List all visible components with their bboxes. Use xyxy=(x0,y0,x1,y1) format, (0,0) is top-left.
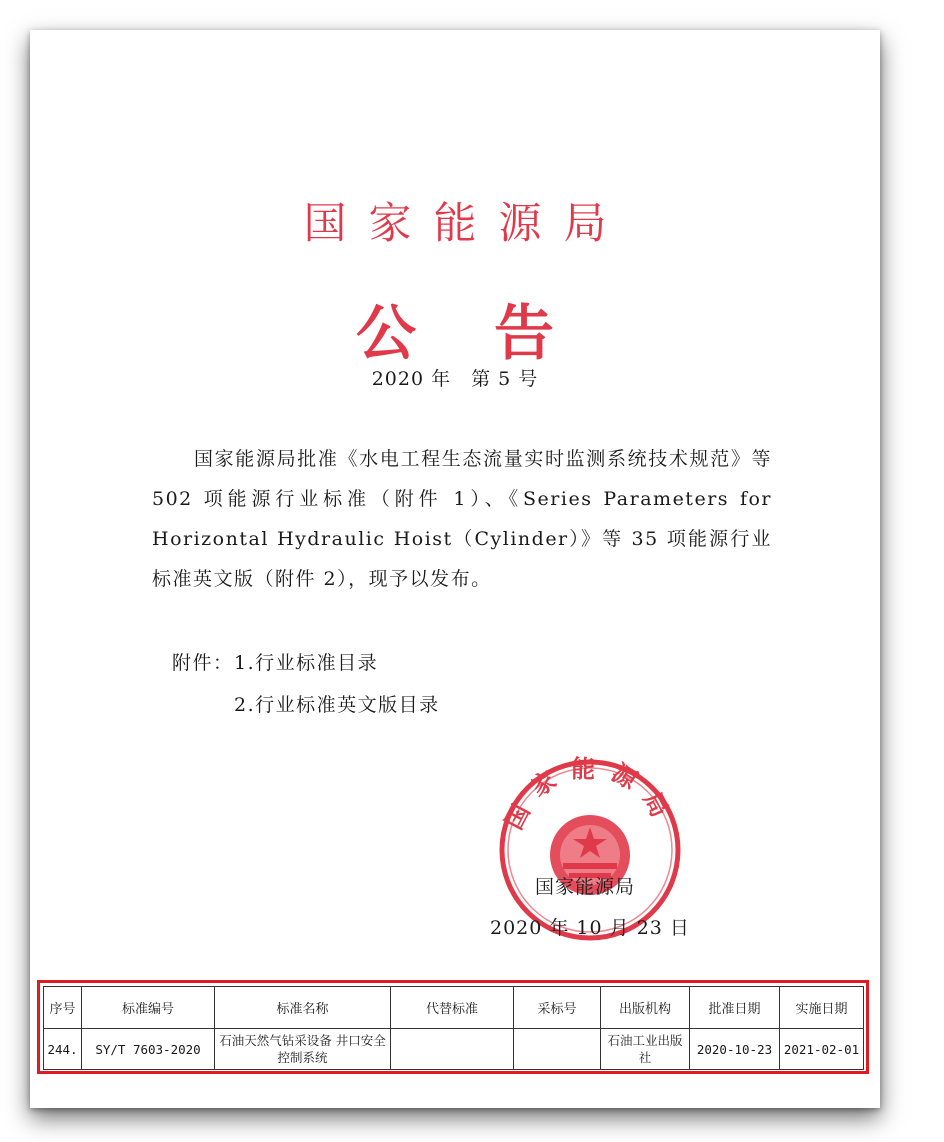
announcement-paragraph: 国家能源局批准《水电工程生态流量实时监测系统技术规范》等 502 项能源行业标准（附件 1）、《Series Parameters for Horizontal Hydraulic Hoist（Cylinder）》等 35 项能源行业标准英文版（附件 2），现予以发布。 xyxy=(152,448,772,590)
cell-standard-number: SY/T 7603-2020 xyxy=(82,1029,215,1070)
attachment-item-1: 1.行业标准目录 xyxy=(234,652,379,674)
cell-seq: 244. xyxy=(44,1029,82,1070)
standards-table xyxy=(43,986,864,1070)
cell-approval-date: 2020-10-23 xyxy=(690,1029,780,1070)
header-replaced-standard: 代替标准 xyxy=(391,987,514,1029)
signature-organization: 国家能源局 xyxy=(535,876,636,898)
attachment-item-2: 2.行业标准英文版目录 xyxy=(234,694,440,716)
issuing-organization-title: 国家能源局 xyxy=(303,199,629,249)
table-header-row xyxy=(44,987,864,1029)
cell-replaced-standard xyxy=(391,1029,514,1070)
cell-adopted-standard xyxy=(514,1029,601,1070)
cell-effective-date: 2021-02-01 xyxy=(780,1029,864,1070)
header-effective-date: 实施日期 xyxy=(780,987,864,1029)
document-type-title: 公告 xyxy=(356,299,632,369)
header-standard-name: 标准名称 xyxy=(215,987,391,1029)
header-approval-date: 批准日期 xyxy=(690,987,780,1029)
document-number: 2020 年 第 5 号 xyxy=(371,368,539,390)
header-publisher: 出版机构 xyxy=(601,987,690,1029)
document-page xyxy=(30,30,880,1108)
header-seq: 序号 xyxy=(44,987,82,1029)
header-standard-number: 标准编号 xyxy=(82,987,215,1029)
table-row xyxy=(44,1029,864,1070)
header-adopted-standard: 采标号 xyxy=(514,987,601,1029)
seal-text: 国家能源局 xyxy=(498,755,682,835)
announcement-body xyxy=(152,439,772,599)
signature-date: 2020 年 10 月 23 日 xyxy=(490,917,690,939)
cell-standard-name: 石油天然气钻采设备 井口安全控制系统 xyxy=(215,1029,391,1070)
attachments-label: 附件： xyxy=(172,652,234,674)
standards-table-highlight xyxy=(37,980,869,1074)
cell-publisher: 石油工业出版社 xyxy=(601,1029,690,1070)
